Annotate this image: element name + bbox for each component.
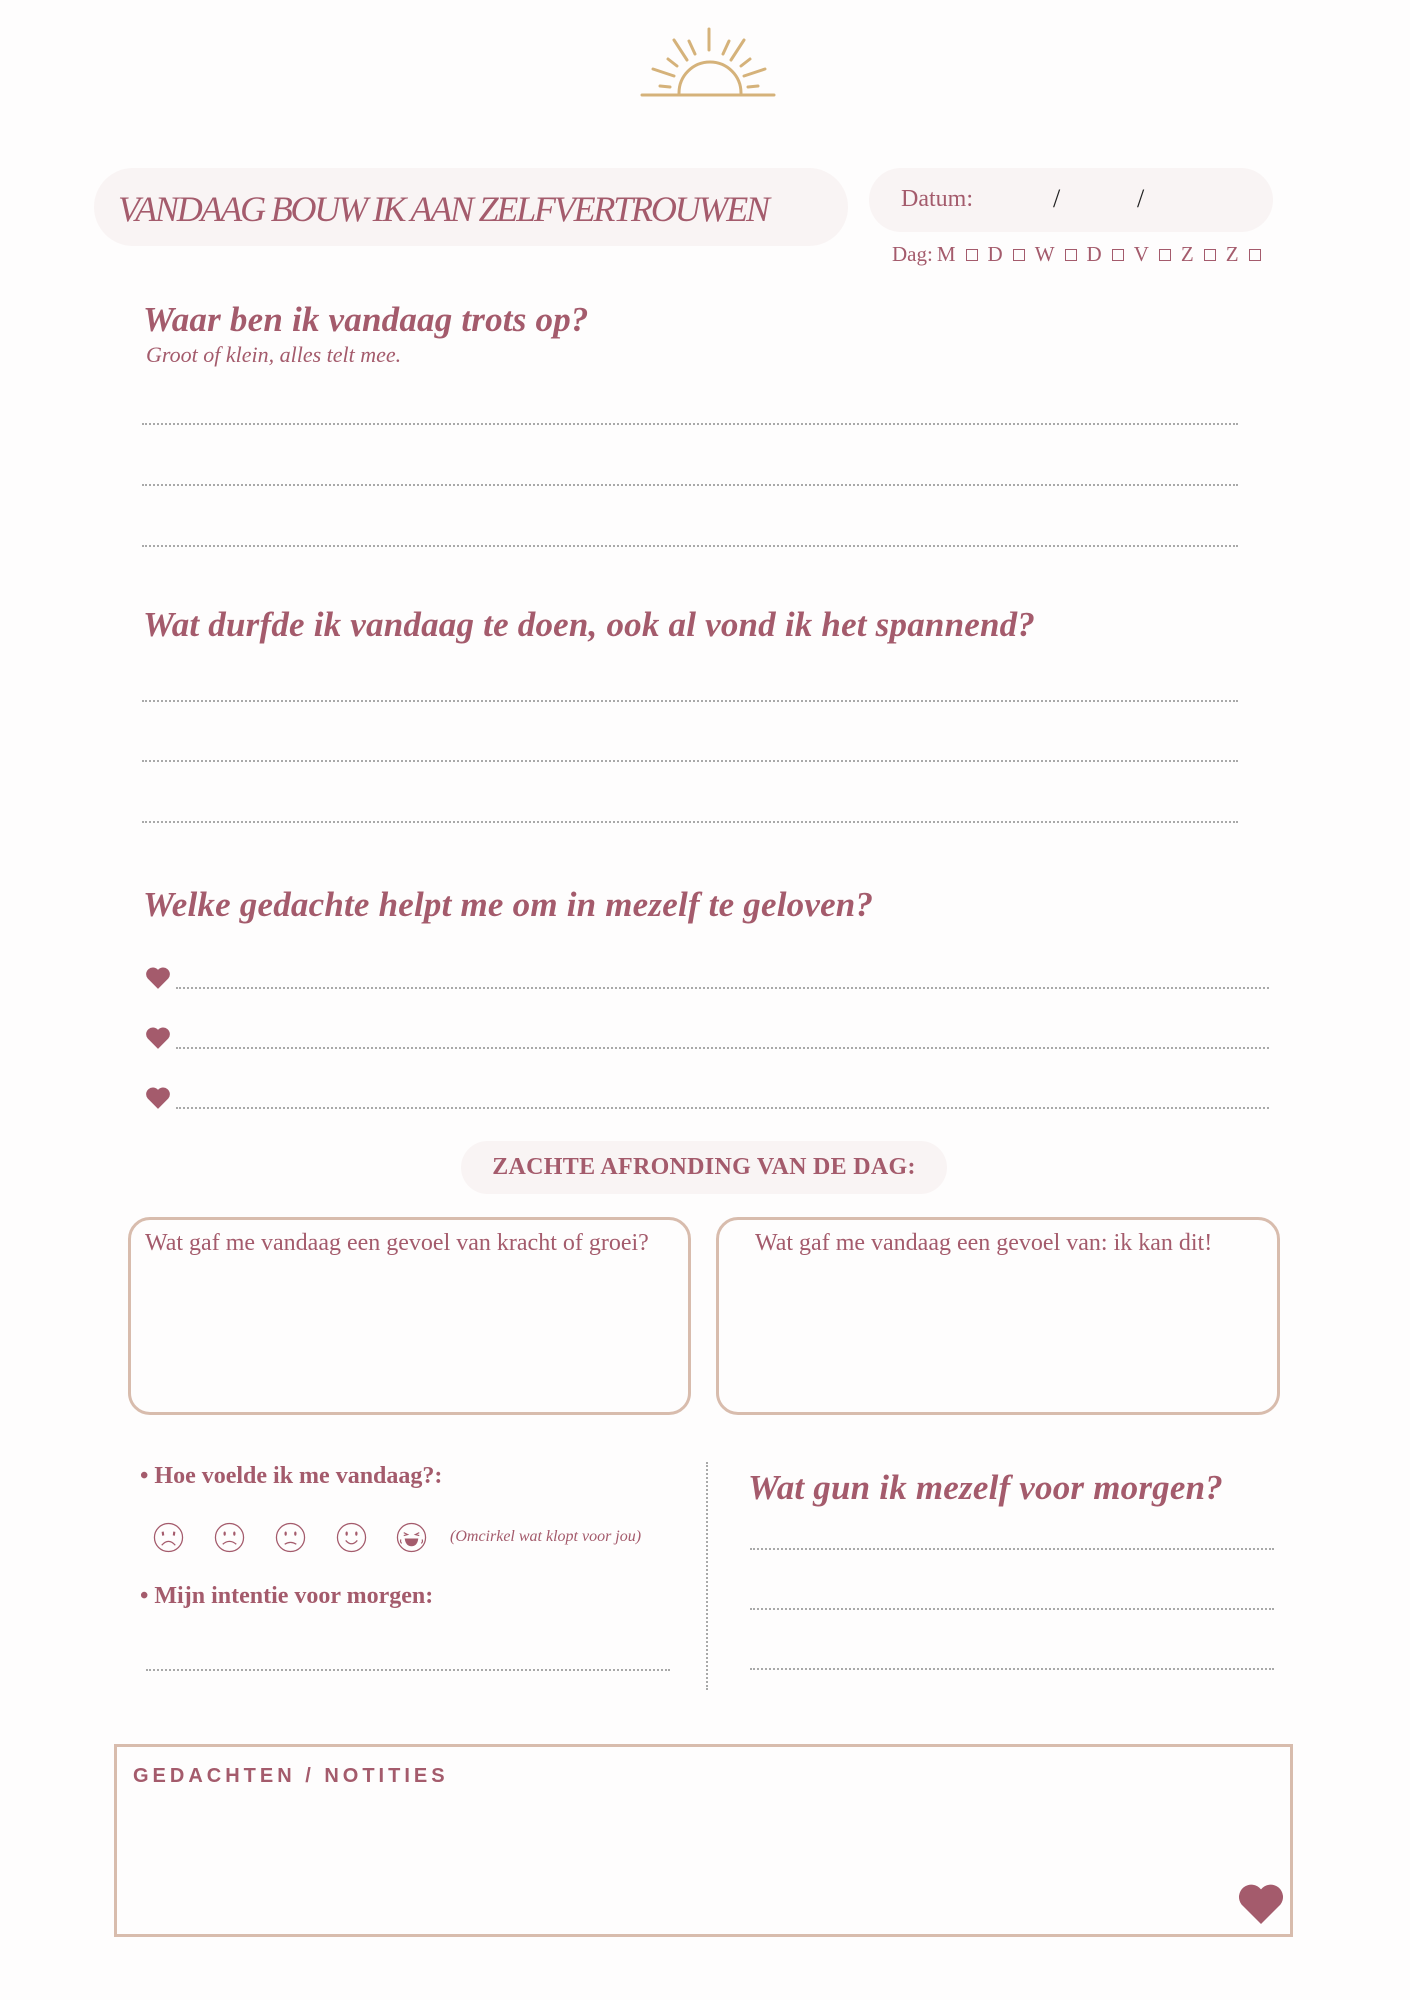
day-checkbox[interactable] (1013, 249, 1025, 261)
day-saturday: Z (1180, 242, 1194, 266)
day-monday: M (936, 242, 956, 266)
day-checkbox[interactable] (1249, 249, 1261, 261)
day-wednesday: W (1034, 242, 1055, 266)
question-dared: Wat durfde ik vandaag te doen, ook al vond ik het spannend? (143, 605, 1036, 644)
column-divider (706, 1462, 708, 1690)
writing-line[interactable] (142, 545, 1238, 547)
heart-icon (145, 966, 171, 990)
day-label: Dag: (892, 242, 933, 266)
day-selector (892, 242, 1267, 267)
date-separator: / (1053, 184, 1061, 213)
day-sunday: Z (1225, 242, 1239, 266)
belief-line[interactable] (176, 1107, 1269, 1109)
slightly-sad-face-icon[interactable] (275, 1522, 306, 1553)
date-label: Datum: (901, 186, 973, 212)
date-separator: / (1137, 184, 1145, 213)
writing-line[interactable] (750, 1548, 1274, 1550)
intention-line[interactable] (146, 1669, 670, 1671)
sad-face-icon[interactable] (214, 1522, 245, 1553)
question-tomorrow: Wat gun ik mezelf voor morgen? (748, 1468, 1223, 1507)
date-pill (869, 168, 1273, 232)
closing-heading: ZACHTE AFRONDING VAN DE DAG: (492, 1154, 916, 1180)
intention-label: • Mijn intentie voor morgen: (140, 1583, 434, 1609)
day-tuesday: D (987, 242, 1003, 266)
day-checkbox[interactable] (1065, 249, 1077, 261)
reflection-box-growth-label: Wat gaf me vandaag een gevoel van kracht of groei? (145, 1230, 649, 1256)
sunrise-icon (640, 24, 780, 100)
writing-line[interactable] (142, 484, 1238, 486)
reflection-box-can-do[interactable] (716, 1217, 1280, 1415)
day-checkbox[interactable] (966, 249, 978, 261)
question-proud: Waar ben ik vandaag trots op? (143, 300, 589, 339)
page-title: VANDAAG BOUW IK AAN ZELFVERTROUWEN (118, 189, 768, 229)
title-pill (94, 168, 848, 246)
writing-line[interactable] (750, 1668, 1274, 1670)
notes-label: GEDACHTEN / NOTITIES (133, 1765, 449, 1787)
notes-box[interactable] (114, 1744, 1293, 1937)
belief-line[interactable] (176, 1047, 1269, 1049)
question-proud-subtitle: Groot of klein, alles telt mee. (146, 342, 402, 367)
reflection-box-can-do-label: Wat gaf me vandaag een gevoel van: ik kan dit! (755, 1230, 1213, 1256)
writing-line[interactable] (142, 700, 1238, 702)
laughing-tears-face-icon[interactable] (396, 1522, 427, 1553)
writing-line[interactable] (750, 1608, 1274, 1610)
day-thursday: D (1086, 242, 1102, 266)
writing-line[interactable] (142, 423, 1238, 425)
closing-pill (461, 1141, 947, 1194)
reflection-box-growth[interactable] (128, 1217, 691, 1415)
smile-face-icon[interactable] (336, 1522, 367, 1553)
heart-icon (145, 1086, 171, 1110)
day-checkbox[interactable] (1204, 249, 1216, 261)
mood-hint: (Omcirkel wat klopt voor jou) (450, 1528, 642, 1545)
day-checkbox[interactable] (1159, 249, 1171, 261)
heart-icon (1237, 1883, 1285, 1925)
writing-line[interactable] (142, 821, 1238, 823)
day-checkbox[interactable] (1112, 249, 1124, 261)
mood-label: • Hoe voelde ik me vandaag?: (140, 1463, 443, 1489)
writing-line[interactable] (142, 760, 1238, 762)
belief-line[interactable] (176, 987, 1269, 989)
heart-icon (145, 1026, 171, 1050)
question-belief: Welke gedachte helpt me om in mezelf te geloven? (143, 885, 874, 924)
angry-face-icon[interactable] (153, 1522, 184, 1553)
day-friday: V (1133, 242, 1149, 266)
